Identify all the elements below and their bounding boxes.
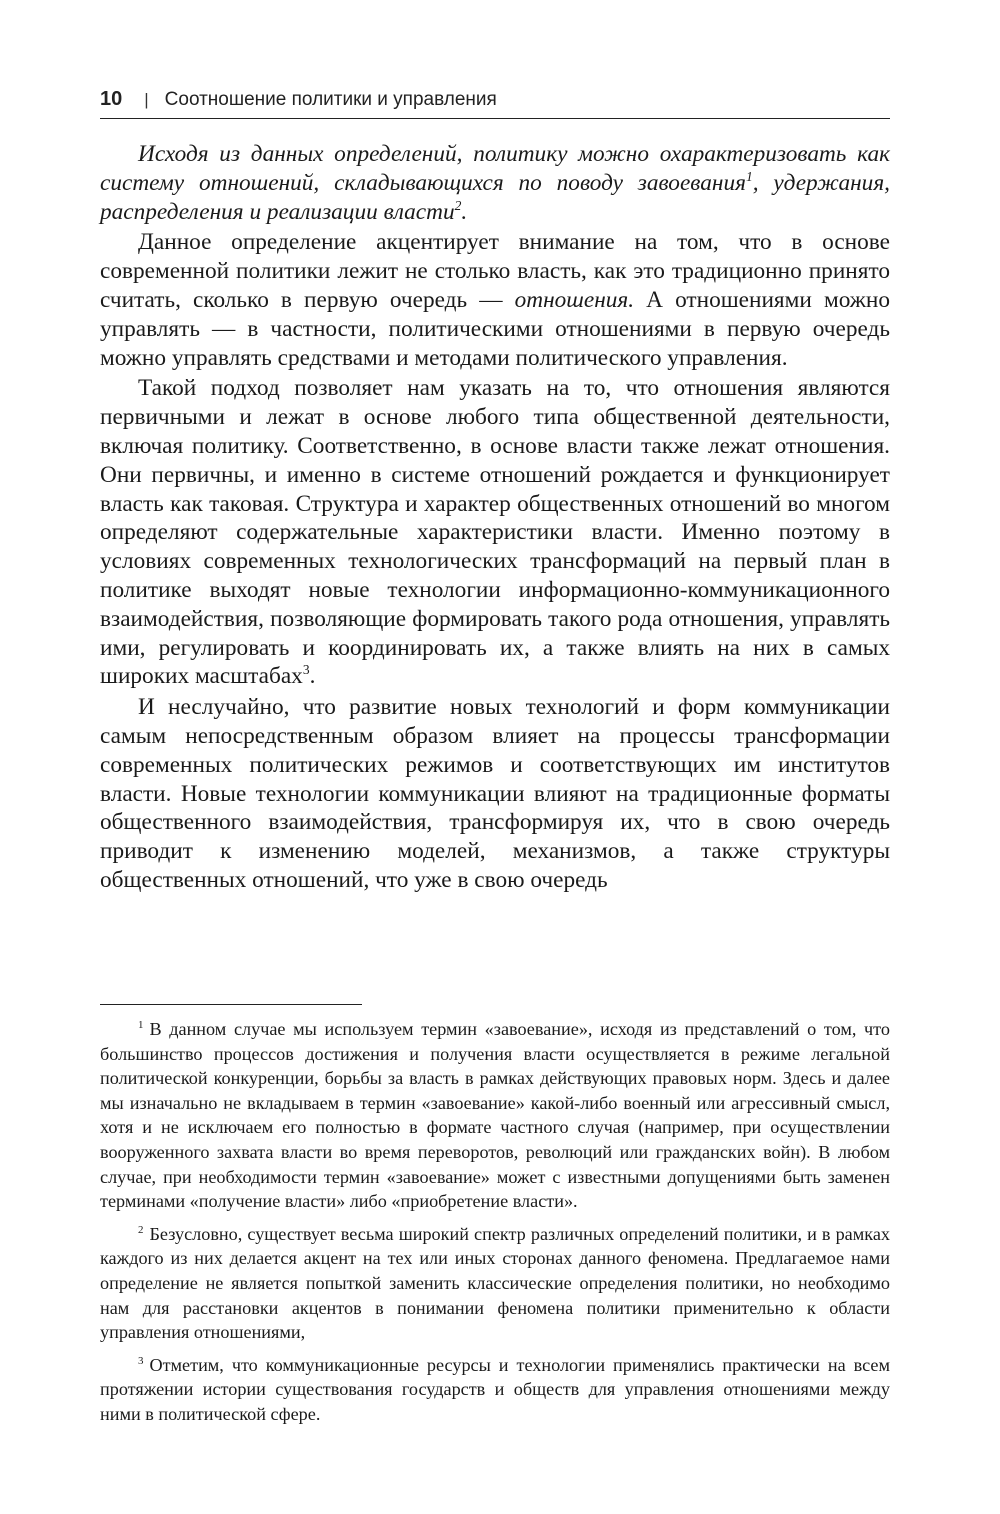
footnote-number: 2	[138, 1223, 144, 1236]
footnote-ref-2[interactable]: 2	[454, 197, 462, 213]
footnote-text: Отметим, что коммуникационные ресурсы и технологии применялись практически на всем протяжении истории существования государств и обществ для управления отношениями между ними в политической сфере.	[100, 1354, 890, 1424]
paragraph-text: А отношениями можно управлять — в частности, политическими отношениями в первую очередь можно управлять средствами и методами политического управления.	[100, 286, 890, 371]
footnote-text: Безусловно, существует весьма широкий спектр различных определений политики, и в рамках каждого из них делается акцент на тех или иных сторонах данного феномена. Предлагаемое нами определение не является попыткой заменить классические определения политики, но необходимо нам для расстановки акцентов в понимании феномена политики применительно к области управления отношениями,	[100, 1223, 890, 1343]
paragraph-text: И неслучайно, что развитие новых технологий и форм коммуникации самым непосредственным образом влияет на процессы трансформации современных политических режимов и соответствующих им институтов власти. Новые технологии коммуникации влияют на традиционные форматы общественного взаимодействия, трансформируя их, что в свою очередь приводит к изменению моделей, механизмов, а также структуры общественных отношений, что уже в свою очередь	[100, 694, 890, 893]
chapter-title: Соотношение политики и управления	[164, 89, 497, 110]
footnote-ref-1[interactable]: 1	[745, 169, 753, 185]
main-text	[100, 140, 890, 895]
paragraph-approach	[100, 374, 890, 691]
paragraph-technologies	[100, 693, 890, 895]
paragraph-definition	[100, 140, 890, 226]
paragraph-text: Такой подход позволяет нам указать на то, что отношения являются первичными и лежат в основе любого типа общественной деятельности, включая политику. Соответственно, в основе власти также лежат отношения. Они первичны, и именно в системе отношений рождается и функционирует власть как таковая. Структура и характер общественных отношений во многом определяют содержательные характеристики власти. Именно поэтому в условиях современных технологических трансформаций на первый план в политике выходят новые технологии информационно-коммуникационного взаимодействия, позволяющие формировать такого рода отношения, управлять ими, регулировать и координировать их, а также влиять на них в самых широких масштабах	[100, 375, 890, 690]
footnote-number: 3	[138, 1354, 144, 1367]
footnotes	[100, 1017, 890, 1427]
page-number: 10	[100, 88, 123, 110]
emphasis-term: отношения.	[514, 286, 635, 313]
footnote-3	[100, 1353, 890, 1427]
paragraph-text: Исходя из данных определений, политику можно охарактеризовать как систему отношений, складывающихся по поводу завоевания	[100, 141, 890, 196]
paragraph-text: , удержания, распределения и реализации власти	[100, 169, 890, 225]
footnote-1	[100, 1017, 890, 1214]
paragraph-text: .	[461, 198, 468, 225]
footnote-2	[100, 1222, 890, 1345]
header-rule	[100, 118, 890, 119]
footnote-number: 1	[138, 1018, 144, 1031]
footnote-ref-3[interactable]: 3	[302, 662, 310, 678]
header-separator: |	[144, 90, 149, 109]
footnote-rule	[100, 1004, 362, 1005]
running-head	[100, 88, 890, 111]
paragraph-text: Данное определение акцентирует внимание на том, что в основе современной политики лежит не столько власть, как это традиционно принято считать, сколько в первую очередь —	[100, 229, 890, 313]
paragraph-relations	[100, 228, 890, 372]
footnote-text: В данном случае мы используем термин «завоевание», исходя из представлений о том, что большинство процессов достижения и получения власти осуществляется в режиме легальной политической конкуренции, борьбы за власть в рамках действующих правовых норм. Здесь и далее мы изначально не вкладываем в термин «завоевание» какой-либо военный или агрессивный смысл, хотя и не исключаем его полностью в формате частного случая (например, при осуществлении вооруженного захвата власти во время переворотов, революций или гражданских войн). В любом случае, при необходимости термин «завоевание» может с известными допущениями быть заменен терминами «получение власти» либо «приобретение власти».	[100, 1019, 890, 1212]
paragraph-text: .	[309, 663, 316, 690]
